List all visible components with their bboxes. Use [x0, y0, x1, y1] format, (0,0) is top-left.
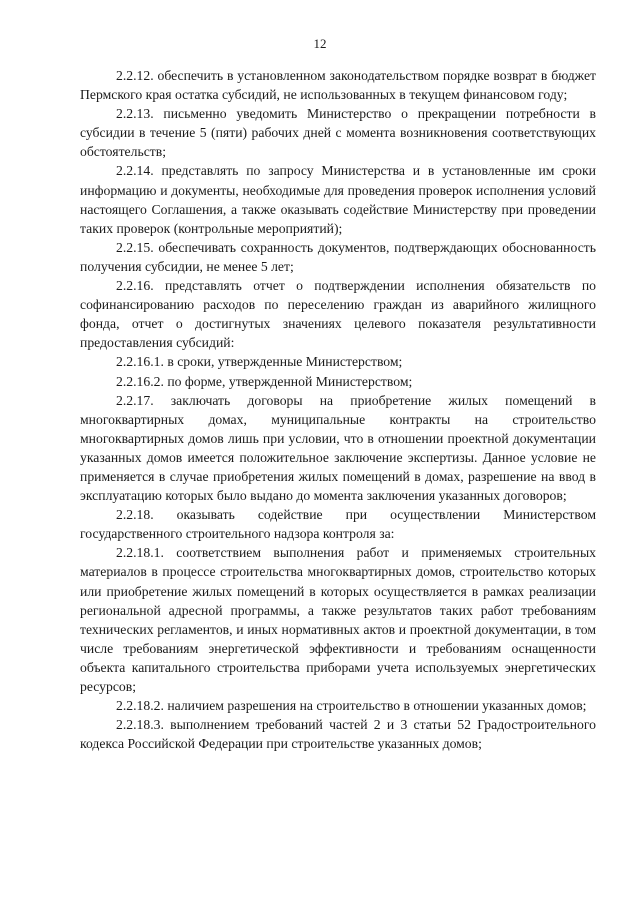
paragraph-2-2-17: 2.2.17. заключать договоры на приобретение жилых помещений в многоквартирных домах, муниципальные контракты на строительство многоквартирных домов лишь при условии, что в отношении проектной документации указанных домов имеется положительное заключение экспертизы. Данное условие не применяется в случае приобретения жилых помещений в домах, разрешение на ввод в эксплуатацию которых было выдано до момента заключения указанных договоров;: [80, 392, 596, 504]
paragraph-2-2-14: 2.2.14. представлять по запросу Министерства и в установленные им сроки информацию и документы, необходимые для проведения проверок исполнения условий настоящего Соглашения, а также оказывать содействие Министерству при проведении таких проверок (контрольные мероприятий);: [80, 163, 596, 236]
document-body: [80, 66, 596, 753]
paragraph-2-2-18-1: 2.2.18.1. соответствием выполнения работ и применяемых строительных материалов в процессе строительства многоквартирных домов, строительство которых или приобретение жилых помещений в которых осуществляется в рамках реализации региональной адресной программы, а также результатов таких работ требованиям технических регламентов, и иных нормативных актов и проектной документации, в том числе требованиям энергетической эффективности и требованиям оснащенности объекта капитального строительства приборами учета используемых энергетических ресурсов;: [80, 545, 596, 694]
paragraph-2-2-15: 2.2.15. обеспечивать сохранность документов, подтверждающих обоснованность получения субсидии, не менее 5 лет;: [80, 239, 596, 274]
paragraph-2-2-18-3: 2.2.18.3. выполнением требований частей 2 и 3 статьи 52 Градостроительного кодекса Российской Федерации при строительстве указанных домов;: [80, 717, 596, 752]
paragraph-2-2-18: 2.2.18. оказывать содействие при осуществлении Министерством государственного строительного надзора контроля за:: [80, 507, 596, 542]
paragraph-2-2-16-1: 2.2.16.1. в сроки, утвержденные Министерством;: [116, 354, 403, 370]
paragraph-2-2-18-2: 2.2.18.2. наличием разрешения на строительство в отношении указанных домов;: [116, 698, 587, 714]
paragraph-2-2-12: 2.2.12. обеспечить в установленном законодательством порядке возврат в бюджет Пермского края остатка субсидий, не использованных в текущем финансовом году;: [80, 68, 596, 103]
page-number: 12: [313, 36, 327, 51]
paragraph-2-2-16: 2.2.16. представлять отчет о подтверждении исполнения обязательств по софинансированию расходов по переселению граждан из аварийного жилищного фонда, отчет о достигнутых значениях целевого показателя результативности предоставления субсидий:: [80, 278, 596, 351]
paragraph-2-2-13: 2.2.13. письменно уведомить Министерство о прекращении потребности в субсидии в течение 5 (пяти) рабочих дней с момента возникновения соответствующих обстоятельств;: [80, 106, 596, 160]
paragraph-2-2-16-2: 2.2.16.2. по форме, утвержденной Министерством;: [116, 373, 413, 389]
